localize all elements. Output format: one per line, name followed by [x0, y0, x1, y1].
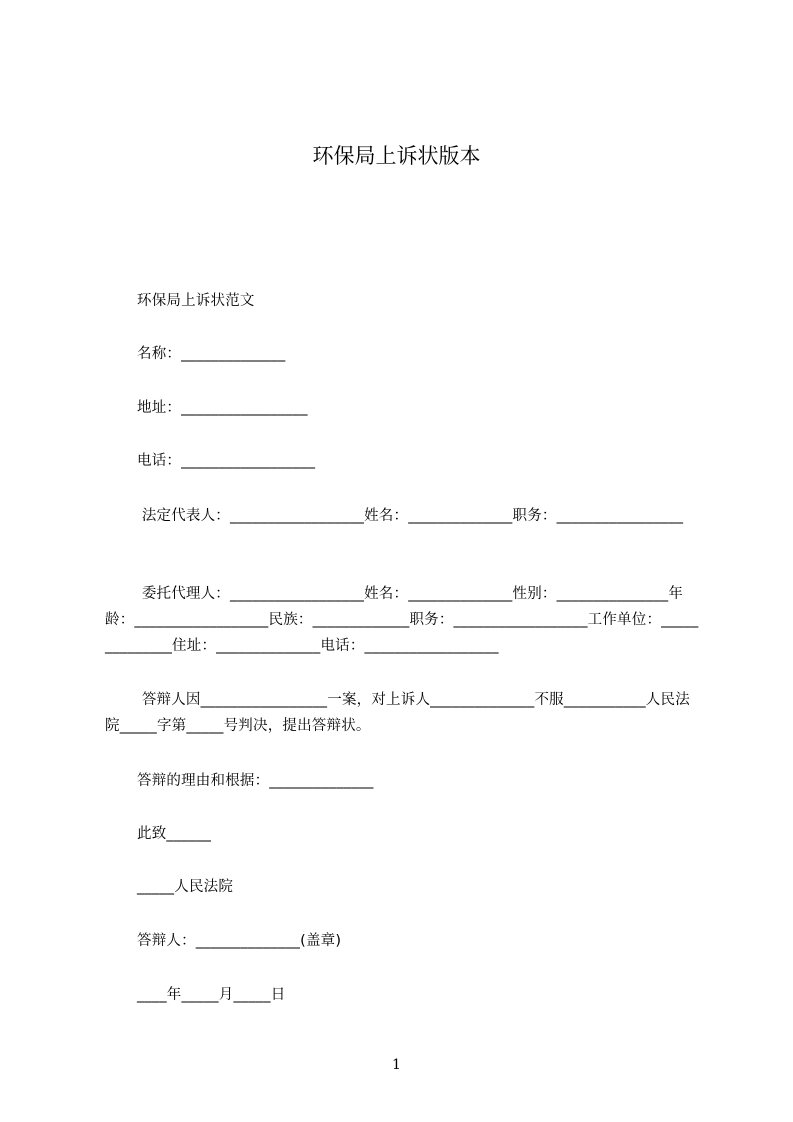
paragraph-respondent-signature: 答辩人：______________(盖章) — [137, 933, 342, 949]
paragraph-court: _____人民法院 — [137, 879, 234, 895]
paragraph-date: ____年_____月_____日 — [137, 987, 286, 1003]
paragraph-heading: 环保局上诉状范文 — [137, 293, 255, 309]
paragraph-address-field: 地址：_________________ — [137, 400, 308, 416]
document-title: 环保局上诉状版本 — [312, 144, 481, 168]
paragraph-reasons: 答辩的理由和根据：______________ — [137, 773, 374, 789]
paragraph-agent: 委托代理人：__________________姓名：______________性别：_______________年龄：__________________民族：_____________职务：__________________工作单位：______________住址：______________电话：__________________ — [105, 586, 699, 654]
paragraph-phone-field: 电话：__________________ — [137, 453, 316, 469]
paragraph-reply-statement: 答辩人因_________________一案，对上诉人______________不服___________人民法院_____字第_____号判决，提出答辩状。 — [105, 692, 690, 734]
paragraph-legal-representative: 法定代表人：__________________姓名：______________职务：_________________ — [137, 508, 684, 524]
page-number: 1 — [392, 1057, 401, 1073]
paragraph-name-field: 名称：______________ — [137, 346, 286, 362]
paragraph-salutation: 此致______ — [137, 826, 212, 842]
